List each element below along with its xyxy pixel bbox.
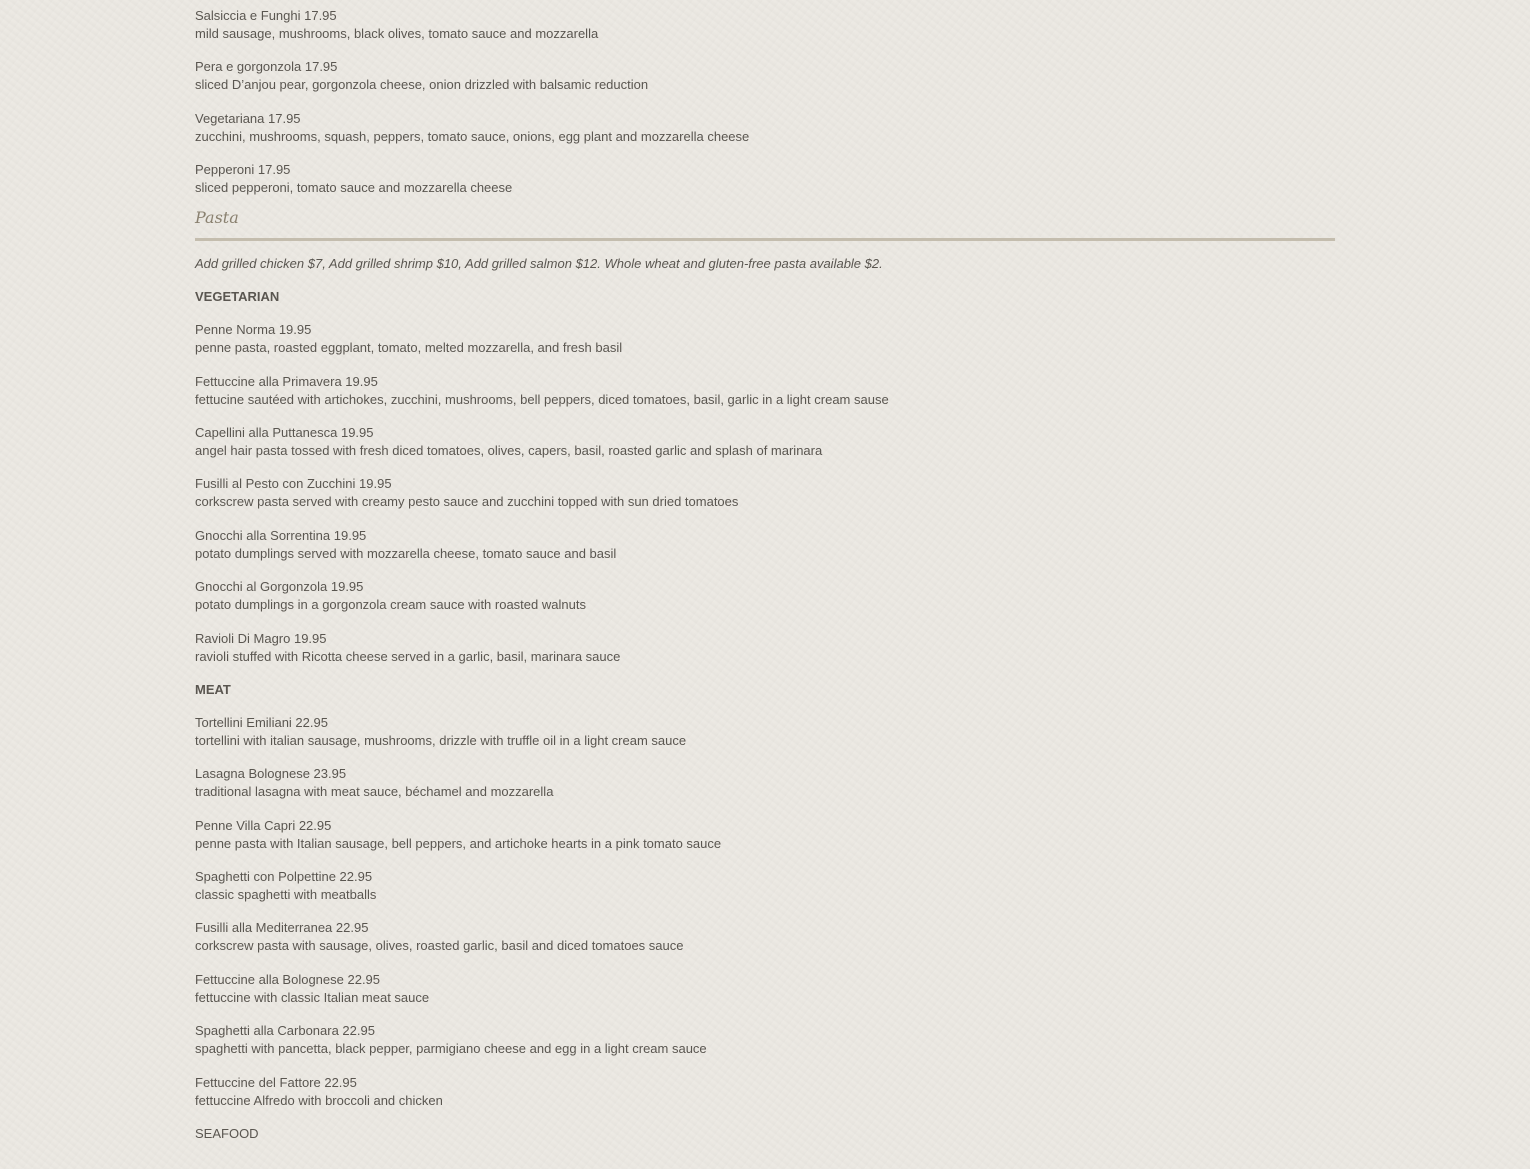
menu-item-name: Pepperoni 17.95 [195,162,291,178]
menu-item-description: tortellini with italian sausage, mushrooms, drizzle with truffle oil in a light cream sauce [195,732,687,748]
menu-item [195,512,1335,563]
menu-item-name: Pera e gorgonzola 17.95 [195,59,338,75]
vegetarian-list [195,306,1335,666]
menu-item [195,956,1335,1007]
pizza-list [195,0,1335,196]
menu-item-name: Fusilli al Pesto con Zucchini 19.95 [195,476,392,492]
menu-item [195,563,1335,614]
menu-item-description: potato dumplings in a gorgonzola cream sauce with roasted walnuts [195,597,586,613]
menu-item-name: Vegetariana 17.95 [195,110,301,126]
menu-item-description: fettuccine Alfredo with broccoli and chicken [195,1092,443,1108]
menu-item [195,95,1335,146]
menu-item [195,306,1335,357]
menu-item-description: traditional lasagna with meat sauce, béchamel and mozzarella [195,784,554,800]
menu-item-name: Capellini alla Puttanesca 19.95 [195,424,374,440]
category-meat: MEAT [195,681,231,697]
menu-item-name: Lasagna Bolognese 23.95 [195,766,347,782]
meat-list [195,699,1335,1110]
menu-item-description: ravioli stuffed with Ricotta cheese served in a garlic, basil, marinara sauce [195,648,621,664]
menu-item [195,615,1335,666]
menu-item-name: Spaghetti alla Carbonara 22.95 [195,1023,375,1039]
menu-item-name: Fettuccine alla Bolognese 22.95 [195,971,381,987]
menu-item [195,802,1335,853]
menu-item-description: sliced pepperoni, tomato sauce and mozzarella cheese [195,180,513,196]
menu-item [195,409,1335,460]
menu-item-description: corkscrew pasta with sausage, olives, roasted garlic, basil and diced tomatoes sauce [195,938,684,954]
menu-item-description: mild sausage, mushrooms, black olives, tomato sauce and mozzarella [195,26,599,41]
menu-item [195,460,1335,511]
menu-item [195,146,1335,196]
section-title-pasta: Pasta [195,190,1335,241]
menu-item-name: Tortellini Emiliani 22.95 [195,714,328,730]
menu-item [195,904,1335,955]
category-seafood: SEAFOOD [195,1126,259,1142]
menu-content [195,0,1335,1143]
menu-item-description: fettucine sautéed with artichokes, zucchini, mushrooms, bell peppers, diced tomatoes, basil, garlic in a light cream sause [195,391,889,407]
menu-item-name: Spaghetti con Polpettine 22.95 [195,869,373,885]
menu-item-description: classic spaghetti with meatballs [195,887,377,903]
menu-item-name: Ravioli Di Magro 19.95 [195,630,327,646]
menu-item-description: sliced D’anjou pear, gorgonzola cheese, onion drizzled with balsamic reduction [195,77,649,93]
menu-item [195,0,1335,43]
category-vegetarian: VEGETARIAN [195,289,280,305]
menu-item [195,750,1335,801]
menu-item-name: Fettuccine del Fattore 22.95 [195,1074,357,1090]
menu-item-name: Penne Villa Capri 22.95 [195,817,332,833]
menu-item-description: penne pasta with Italian sausage, bell peppers, and artichoke hearts in a pink tomato sauce [195,835,722,851]
menu-item-name: Fettuccine alla Primavera 19.95 [195,373,378,389]
menu-item [195,358,1335,409]
menu-item-name: Salsiccia e Funghi 17.95 [195,8,337,23]
menu-item-name: Gnocchi al Gorgonzola 19.95 [195,579,364,595]
menu-item-description: corkscrew pasta served with creamy pesto sauce and zucchini topped with sun dried tomatoes [195,494,739,510]
pasta-addons-note: Add grilled chicken $7, Add grilled shrimp $10, Add grilled salmon $12. Whole wheat and gluten-free pasta available $2. [195,256,883,272]
menu-item-description: potato dumplings served with mozzarella cheese, tomato sauce and basil [195,545,617,561]
menu-item-name: Gnocchi alla Sorrentina 19.95 [195,527,367,543]
menu-item-description: zucchini, mushrooms, squash, peppers, tomato sauce, onions, egg plant and mozzarella cheese [195,128,750,144]
menu-item-description: fettuccine with classic Italian meat sauce [195,989,430,1005]
menu-item-description: spaghetti with pancetta, black pepper, parmigiano cheese and egg in a light cream sauce [195,1041,707,1057]
menu-item [195,43,1335,94]
menu-item-name: Penne Norma 19.95 [195,322,312,338]
menu-item-description: angel hair pasta tossed with fresh diced tomatoes, olives, capers, basil, roasted garlic and splash of marinara [195,442,823,458]
menu-item-name: Fusilli alla Mediterranea 22.95 [195,920,369,936]
menu-item [195,1059,1335,1110]
menu-item [195,853,1335,904]
menu-item-description: penne pasta, roasted eggplant, tomato, melted mozzarella, and fresh basil [195,340,623,356]
menu-item [195,699,1335,750]
menu-item [195,1007,1335,1058]
